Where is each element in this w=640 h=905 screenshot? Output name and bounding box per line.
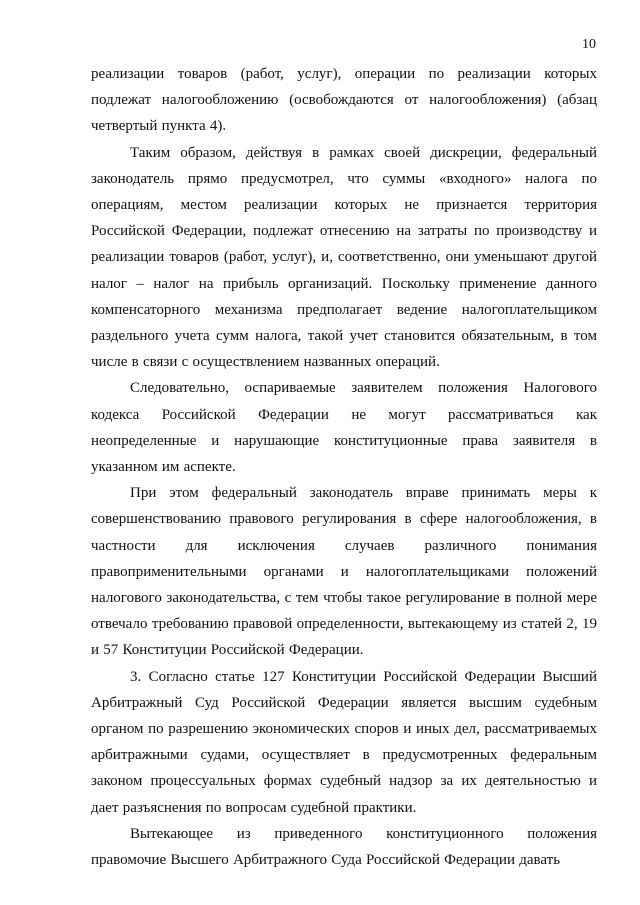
paragraph-section-3: 3. Согласно статье 127 Конституции Российской Федерации Высший Арбитражный Суд Российской Федерации является высшим судебным органом по разрешению экономических споров и иных дел, рассматриваемых арбитражными судами, осуществляет в предусмотренных федеральным законом процессуальных формах судебный надзор за их деятельностью и дает разъяснения по вопросам судебной практики.	[91, 668, 597, 816]
paragraph-discretion: Таким образом, действуя в рамках своей дискреции, федеральный законодатель прямо предусмотрел, что суммы «входного» налога по операциям, местом реализации которых не признается территория Российской Федерации, подлежат отнесению на затраты по производству и реализации товаров (работ, услуг), и, соответственно, они уменьшают другой налог – налог на прибыль организаций. Поскольку применение данного компенсаторного механизма предполагает ведение налогоплательщиком раздельного учета сумм налога, такой учет становится обязательным, в том числе в связи с осуществлением названных операций.	[91, 144, 597, 371]
paragraph-authority: Вытекающее из приведенного конституционного положения правомочие Высшего Арбитражного Суда Российской Федерации давать	[91, 825, 597, 869]
page-number: 10	[582, 37, 596, 52]
paragraph-continuation: реализации товаров (работ, услуг), операции по реализации которых подлежат налогообложению (освобождаются от налогообложения) (абзац четвертый пункта 4).	[91, 66, 597, 135]
paragraph-legislator-measures: При этом федеральный законодатель вправе принимать меры к совершенствованию правового регулирования в сфере налогообложения, в частности для исключения случаев различного понимания правоприменительными органами и налогоплательщиками положений налогового законодательства, с тем чтобы такое регулирование в полной мере отвечало требованию правовой определенности, вытекающему из статей 2, 19 и 57 Конституции Российской Федерации.	[91, 485, 597, 659]
document-body	[91, 61, 597, 873]
paragraph-conclusion: Следовательно, оспариваемые заявителем положения Налогового кодекса Российской Федерации не могут рассматриваться как неопределенные и нарушающие конституционные права заявителя в указанном им аспекте.	[91, 380, 597, 476]
